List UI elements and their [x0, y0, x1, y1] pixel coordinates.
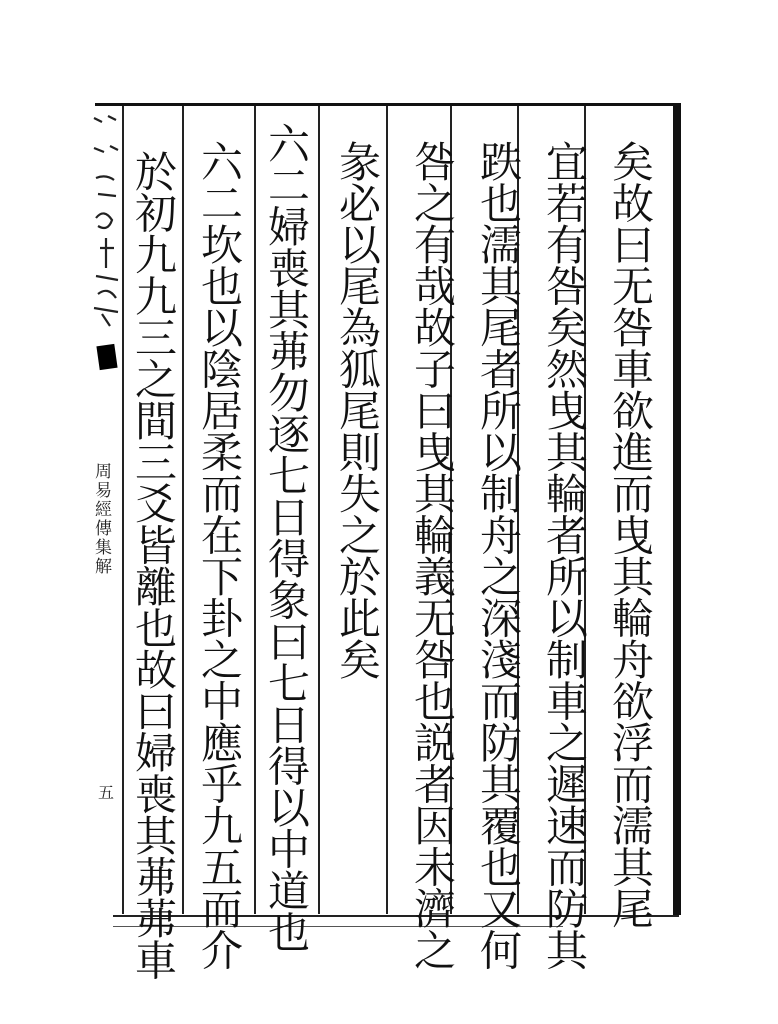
gutter-book-title: 周易經傳集解 [91, 462, 111, 576]
column-rule [386, 106, 388, 914]
text-column-4: 咎之有哉故子曰曳其輪義无咎也説者因未濟之 [408, 140, 457, 970]
gutter-header-fragment [88, 108, 124, 328]
column-rule [254, 106, 256, 914]
column-rule [318, 106, 320, 914]
column-rule [182, 106, 184, 914]
gutter-ink-mark [96, 344, 117, 370]
frame-right-border [673, 103, 681, 915]
text-column-1: 矣故曰无咎車欲進而曳其輪舟欲浮而濡其尾 [606, 140, 655, 929]
text-column-5: 彖必以尾為狐尾則失之於此矣 [333, 140, 382, 680]
leaf-number: 五 [98, 783, 115, 802]
text-column-2: 宜若有咎矣然曳其輪者所以制車之遲速而防其 [540, 140, 589, 970]
text-column-6: 六二婦喪其茀勿逐七日得象曰七日得以中道也 [262, 122, 311, 952]
text-column-7: 六二坎也以陰居柔而在下卦之中應乎九五而介 [195, 140, 244, 970]
text-column-3: 跌也濡其尾者所以制舟之深淺而防其覆也又何 [474, 140, 523, 970]
text-column-8: 於初九九三之間三爻皆離也故曰婦喪其茀茀車 [129, 150, 178, 980]
